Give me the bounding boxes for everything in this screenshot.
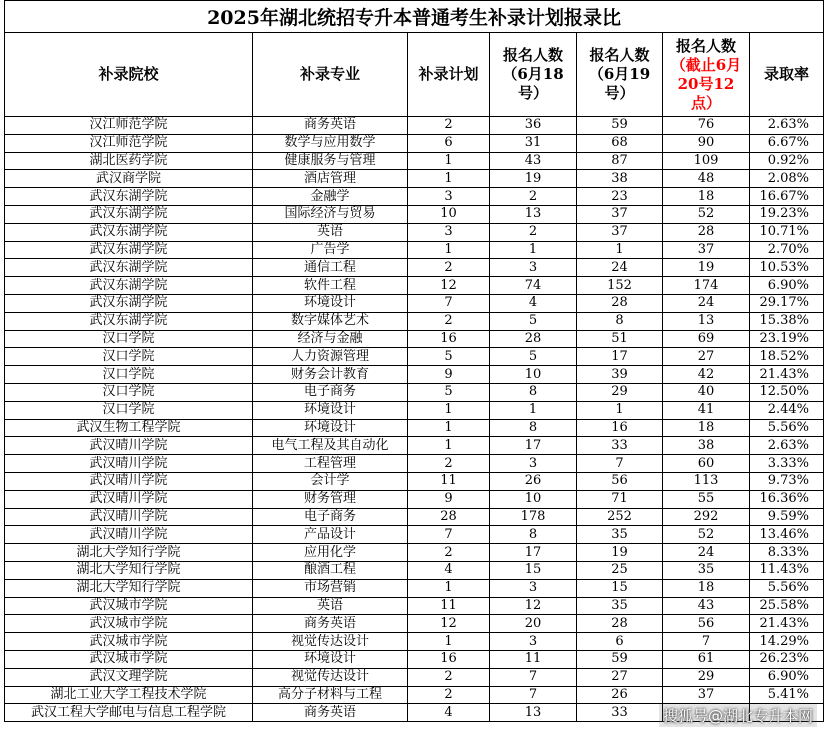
cell-rate: 14.29%	[750, 633, 824, 651]
header-apply-618	[490, 33, 577, 117]
header-apply-618-line1: 报名人数	[502, 46, 563, 64]
cell-plan: 2	[408, 544, 490, 562]
cell-d18: 20	[490, 615, 577, 633]
cell-d19: 71	[577, 490, 663, 508]
cell-rate: 2.44%	[750, 401, 824, 419]
cell-school: 武汉晴川学院	[5, 508, 253, 526]
cell-d18: 17	[490, 544, 577, 562]
cell-school: 汉江师范学院	[5, 117, 253, 135]
cell-plan: 6	[408, 134, 490, 152]
cell-plan: 3	[408, 188, 490, 206]
table-row	[5, 117, 824, 135]
cell-school: 武汉晴川学院	[5, 472, 253, 490]
cell-d18: 3	[490, 455, 577, 473]
cell-major: 人力资源管理	[253, 348, 408, 366]
cell-rate: 23.19%	[750, 330, 824, 348]
table-row	[5, 508, 824, 526]
cell-school: 汉口学院	[5, 330, 253, 348]
cell-d20: 113	[663, 472, 750, 490]
cell-school: 武汉生物工程学院	[5, 419, 253, 437]
cell-d20: 174	[663, 277, 750, 295]
cell-major: 环境设计	[253, 419, 408, 437]
cell-d19: 39	[577, 366, 663, 384]
cell-rate: 12.50%	[750, 383, 824, 401]
cell-rate: 3.33%	[750, 455, 824, 473]
cell-major: 视觉传达设计	[253, 633, 408, 651]
cell-d20: 292	[663, 508, 750, 526]
cell-plan: 1	[408, 437, 490, 455]
cell-d18: 5	[490, 348, 577, 366]
cell-school: 武汉晴川学院	[5, 526, 253, 544]
cell-plan: 2	[408, 259, 490, 277]
table-row	[5, 686, 824, 704]
cell-d20: 52	[663, 526, 750, 544]
cell-plan: 1	[408, 579, 490, 597]
cell-d18: 178	[490, 508, 577, 526]
header-apply-618-line3: 号）	[517, 84, 548, 102]
cell-d19: 27	[577, 668, 663, 686]
cell-d19: 87	[577, 152, 663, 170]
cell-d20: 60	[663, 455, 750, 473]
cell-rate: 8.33%	[750, 544, 824, 562]
cell-d19: 35	[577, 526, 663, 544]
cell-d19: 8	[577, 312, 663, 330]
cell-d19: 37	[577, 205, 663, 223]
cell-d18: 3	[490, 633, 577, 651]
cell-plan: 1	[408, 170, 490, 188]
cell-plan: 2	[408, 455, 490, 473]
header-apply-619	[577, 33, 663, 117]
cell-school: 汉江师范学院	[5, 134, 253, 152]
cell-d20: 28	[663, 223, 750, 241]
cell-plan: 11	[408, 472, 490, 490]
cell-d19: 7	[577, 455, 663, 473]
table-row	[5, 526, 824, 544]
cell-d18: 1	[490, 401, 577, 419]
header-apply-620-line2: （截止6月	[670, 55, 742, 74]
admission-table	[4, 0, 824, 722]
cell-d18: 2	[490, 188, 577, 206]
cell-plan: 1	[408, 633, 490, 651]
cell-d18: 43	[490, 152, 577, 170]
cell-school: 湖北医药学院	[5, 152, 253, 170]
cell-d20: 40	[663, 383, 750, 401]
cell-rate: 21.43%	[750, 366, 824, 384]
table-row	[5, 597, 824, 615]
cell-d20: 19	[663, 259, 750, 277]
cell-d19: 33	[577, 437, 663, 455]
cell-school: 武汉商学院	[5, 170, 253, 188]
cell-school: 武汉东湖学院	[5, 188, 253, 206]
table-row	[5, 650, 824, 668]
table-row	[5, 188, 824, 206]
cell-rate: 18.52%	[750, 348, 824, 366]
cell-school: 武汉东湖学院	[5, 223, 253, 241]
cell-major: 数学与应用数学	[253, 134, 408, 152]
cell-school: 武汉东湖学院	[5, 259, 253, 277]
cell-rate: 9.59%	[750, 508, 824, 526]
cell-major: 工程管理	[253, 455, 408, 473]
cell-major: 健康服务与管理	[253, 152, 408, 170]
cell-major: 酿酒工程	[253, 561, 408, 579]
cell-d18: 26	[490, 472, 577, 490]
cell-plan: 4	[408, 704, 490, 722]
cell-rate: 2.70%	[750, 241, 824, 259]
table-row	[5, 134, 824, 152]
cell-school: 武汉晴川学院	[5, 455, 253, 473]
cell-plan: 5	[408, 383, 490, 401]
cell-rate: 2.08%	[750, 170, 824, 188]
cell-major: 英语	[253, 223, 408, 241]
cell-plan: 2	[408, 117, 490, 135]
cell-major: 广告学	[253, 241, 408, 259]
cell-d20: 29	[663, 668, 750, 686]
cell-rate: 26.23%	[750, 650, 824, 668]
cell-school: 汉口学院	[5, 348, 253, 366]
cell-plan: 5	[408, 348, 490, 366]
cell-d20: 13	[663, 312, 750, 330]
cell-d20: 90	[663, 134, 750, 152]
cell-rate: 2.63%	[750, 437, 824, 455]
cell-d20: 41	[663, 401, 750, 419]
cell-school: 汉口学院	[5, 383, 253, 401]
cell-d20: 56	[663, 615, 750, 633]
cell-d18: 31	[490, 134, 577, 152]
cell-d20: 109	[663, 152, 750, 170]
cell-major: 英语	[253, 597, 408, 615]
cell-d19: 51	[577, 330, 663, 348]
cell-d19: 6	[577, 633, 663, 651]
cell-d20: 42	[663, 366, 750, 384]
cell-plan: 2	[408, 686, 490, 704]
cell-d18: 74	[490, 277, 577, 295]
cell-d20: 55	[663, 490, 750, 508]
cell-plan: 7	[408, 294, 490, 312]
cell-d18: 13	[490, 205, 577, 223]
cell-d19: 29	[577, 383, 663, 401]
cell-major: 环境设计	[253, 650, 408, 668]
cell-school: 汉口学院	[5, 366, 253, 384]
cell-d18: 7	[490, 686, 577, 704]
cell-rate: 6.90%	[750, 668, 824, 686]
cell-d18: 10	[490, 490, 577, 508]
cell-rate: 0.92%	[750, 152, 824, 170]
cell-d20: 35	[663, 561, 750, 579]
cell-plan: 16	[408, 650, 490, 668]
cell-school: 湖北大学知行学院	[5, 579, 253, 597]
cell-rate: 6.67%	[750, 134, 824, 152]
cell-major: 金融学	[253, 188, 408, 206]
header-apply-619-line2: （6月19	[588, 65, 651, 83]
cell-major: 视觉传达设计	[253, 668, 408, 686]
header-apply-620-line3: 20号12	[677, 74, 735, 93]
cell-plan: 11	[408, 597, 490, 615]
cell-major: 产品设计	[253, 526, 408, 544]
table-row	[5, 419, 824, 437]
cell-d18: 19	[490, 170, 577, 188]
cell-major: 商务英语	[253, 704, 408, 722]
cell-plan: 1	[408, 241, 490, 259]
cell-d19: 28	[577, 294, 663, 312]
cell-rate: 16.36%	[750, 490, 824, 508]
cell-d18: 28	[490, 330, 577, 348]
cell-school: 武汉晴川学院	[5, 437, 253, 455]
cell-d20: 24	[663, 294, 750, 312]
cell-d19: 24	[577, 259, 663, 277]
cell-major: 电气工程及其自动化	[253, 437, 408, 455]
cell-major: 市场营销	[253, 579, 408, 597]
table-body	[5, 117, 824, 722]
cell-rate: 13.46%	[750, 526, 824, 544]
cell-d19: 1	[577, 401, 663, 419]
cell-d19: 28	[577, 615, 663, 633]
cell-school: 武汉文理学院	[5, 668, 253, 686]
cell-d18: 17	[490, 437, 577, 455]
cell-school: 武汉城市学院	[5, 615, 253, 633]
cell-rate: 25.58%	[750, 597, 824, 615]
cell-rate: 21.43%	[750, 615, 824, 633]
cell-rate: 10.53%	[750, 259, 824, 277]
cell-d19: 15	[577, 579, 663, 597]
cell-major: 商务英语	[253, 615, 408, 633]
cell-major: 数字媒体艺术	[253, 312, 408, 330]
table-row	[5, 615, 824, 633]
table-row	[5, 259, 824, 277]
table-row	[5, 205, 824, 223]
cell-rate: 6.90%	[750, 277, 824, 295]
cell-major: 高分子材料与工程	[253, 686, 408, 704]
cell-d20: 18	[663, 419, 750, 437]
table-row	[5, 312, 824, 330]
table-row	[5, 633, 824, 651]
cell-d19: 23	[577, 188, 663, 206]
table-row	[5, 170, 824, 188]
cell-plan: 9	[408, 490, 490, 508]
cell-d19: 17	[577, 348, 663, 366]
header-apply-620	[663, 33, 750, 117]
cell-rate: 15.38%	[750, 312, 824, 330]
cell-d18: 12	[490, 597, 577, 615]
cell-d18: 10	[490, 366, 577, 384]
cell-d18: 8	[490, 383, 577, 401]
table-row	[5, 366, 824, 384]
cell-d19: 59	[577, 650, 663, 668]
cell-d20: 38	[663, 437, 750, 455]
cell-d20: 24	[663, 544, 750, 562]
cell-rate: 11.43%	[750, 561, 824, 579]
cell-d20: 18	[663, 579, 750, 597]
cell-major: 环境设计	[253, 294, 408, 312]
header-rate: 录取率	[750, 33, 824, 117]
cell-d18: 3	[490, 259, 577, 277]
cell-plan: 12	[408, 615, 490, 633]
cell-d20: 61	[663, 650, 750, 668]
cell-d20: 37	[663, 686, 750, 704]
cell-plan: 12	[408, 277, 490, 295]
cell-rate: 29.17%	[750, 294, 824, 312]
cell-rate: 5.41%	[750, 686, 824, 704]
cell-major: 会计学	[253, 472, 408, 490]
table-row	[5, 561, 824, 579]
cell-school: 湖北大学知行学院	[5, 561, 253, 579]
cell-rate: 5.56%	[750, 419, 824, 437]
cell-d19: 35	[577, 597, 663, 615]
cell-school: 武汉晴川学院	[5, 490, 253, 508]
table-row	[5, 294, 824, 312]
cell-plan: 4	[408, 561, 490, 579]
spreadsheet	[4, 0, 823, 722]
cell-d19: 152	[577, 277, 663, 295]
table-row	[5, 490, 824, 508]
table-row	[5, 152, 824, 170]
cell-school: 武汉东湖学院	[5, 312, 253, 330]
cell-d19: 68	[577, 134, 663, 152]
cell-major: 财务会计教育	[253, 366, 408, 384]
cell-school: 武汉城市学院	[5, 650, 253, 668]
cell-d20: 48	[663, 170, 750, 188]
cell-d19: 19	[577, 544, 663, 562]
cell-d20: 76	[663, 117, 750, 135]
cell-major: 商务英语	[253, 117, 408, 135]
cell-plan: 16	[408, 330, 490, 348]
cell-d20: 18	[663, 188, 750, 206]
cell-d19: 16	[577, 419, 663, 437]
table-row	[5, 348, 824, 366]
header-plan: 补录计划	[408, 33, 490, 117]
cell-d18: 4	[490, 294, 577, 312]
cell-d19: 26	[577, 686, 663, 704]
header-apply-620-line4: 点）	[690, 93, 721, 112]
cell-major: 环境设计	[253, 401, 408, 419]
cell-d18: 1	[490, 241, 577, 259]
cell-d20: 27	[663, 348, 750, 366]
cell-plan: 2	[408, 668, 490, 686]
cell-school: 武汉东湖学院	[5, 294, 253, 312]
cell-d20: 7	[663, 633, 750, 651]
header-major: 补录专业	[253, 33, 408, 117]
cell-d18: 13	[490, 704, 577, 722]
table-row	[5, 277, 824, 295]
cell-major: 通信工程	[253, 259, 408, 277]
cell-d18: 8	[490, 526, 577, 544]
cell-school: 汉口学院	[5, 401, 253, 419]
cell-school: 武汉东湖学院	[5, 241, 253, 259]
table-row	[5, 330, 824, 348]
cell-major: 酒店管理	[253, 170, 408, 188]
table-row	[5, 668, 824, 686]
cell-school: 武汉工程大学邮电与信息工程学院	[5, 704, 253, 722]
cell-major: 国际经济与贸易	[253, 205, 408, 223]
cell-d19: 56	[577, 472, 663, 490]
cell-d19: 1	[577, 241, 663, 259]
cell-school: 武汉城市学院	[5, 633, 253, 651]
cell-plan: 1	[408, 152, 490, 170]
table-row	[5, 472, 824, 490]
cell-plan: 10	[408, 205, 490, 223]
cell-d20: 43	[663, 597, 750, 615]
cell-d20: 69	[663, 330, 750, 348]
cell-d18: 3	[490, 579, 577, 597]
cell-d18: 11	[490, 650, 577, 668]
cell-plan: 9	[408, 366, 490, 384]
table-title: 2025年湖北统招专升本普通考生补录计划报录比	[5, 1, 824, 33]
cell-school: 武汉城市学院	[5, 597, 253, 615]
header-apply-619-line3: 号）	[604, 84, 635, 102]
table-row	[5, 401, 824, 419]
cell-d19: 25	[577, 561, 663, 579]
header-apply-619-line1: 报名人数	[589, 46, 650, 64]
cell-d20: 37	[663, 241, 750, 259]
header-apply-618-line2: （6月18	[502, 65, 564, 83]
cell-major: 应用化学	[253, 544, 408, 562]
cell-plan: 1	[408, 401, 490, 419]
cell-plan: 7	[408, 526, 490, 544]
cell-major: 软件工程	[253, 277, 408, 295]
table-row	[5, 223, 824, 241]
table-row	[5, 455, 824, 473]
cell-d19: 33	[577, 704, 663, 722]
cell-major: 经济与金融	[253, 330, 408, 348]
cell-d18: 15	[490, 561, 577, 579]
cell-major: 财务管理	[253, 490, 408, 508]
cell-rate: 2.63%	[750, 117, 824, 135]
cell-d18: 2	[490, 223, 577, 241]
cell-d18: 5	[490, 312, 577, 330]
cell-school: 湖北工业大学工程技术学院	[5, 686, 253, 704]
cell-plan: 2	[408, 312, 490, 330]
cell-major: 电子商务	[253, 383, 408, 401]
table-row	[5, 544, 824, 562]
table-row	[5, 437, 824, 455]
cell-school: 武汉东湖学院	[5, 277, 253, 295]
cell-d19: 252	[577, 508, 663, 526]
watermark: 搜狐号@湖北专升本网	[659, 704, 817, 727]
cell-plan: 28	[408, 508, 490, 526]
cell-rate: 16.67%	[750, 188, 824, 206]
cell-major: 电子商务	[253, 508, 408, 526]
cell-d20: 52	[663, 205, 750, 223]
cell-rate: 9.73%	[750, 472, 824, 490]
cell-school: 武汉东湖学院	[5, 205, 253, 223]
cell-d18: 7	[490, 668, 577, 686]
header-school: 补录院校	[5, 33, 253, 117]
cell-rate: 5.56%	[750, 579, 824, 597]
table-row	[5, 579, 824, 597]
cell-plan: 1	[408, 419, 490, 437]
cell-d19: 38	[577, 170, 663, 188]
header-apply-620-line1: 报名人数	[675, 36, 736, 55]
cell-d19: 37	[577, 223, 663, 241]
table-row	[5, 241, 824, 259]
cell-rate: 19.23%	[750, 205, 824, 223]
table-row	[5, 383, 824, 401]
cell-d18: 8	[490, 419, 577, 437]
cell-d19: 59	[577, 117, 663, 135]
cell-rate: 10.71%	[750, 223, 824, 241]
cell-plan: 3	[408, 223, 490, 241]
cell-d18: 36	[490, 117, 577, 135]
cell-school: 湖北大学知行学院	[5, 544, 253, 562]
